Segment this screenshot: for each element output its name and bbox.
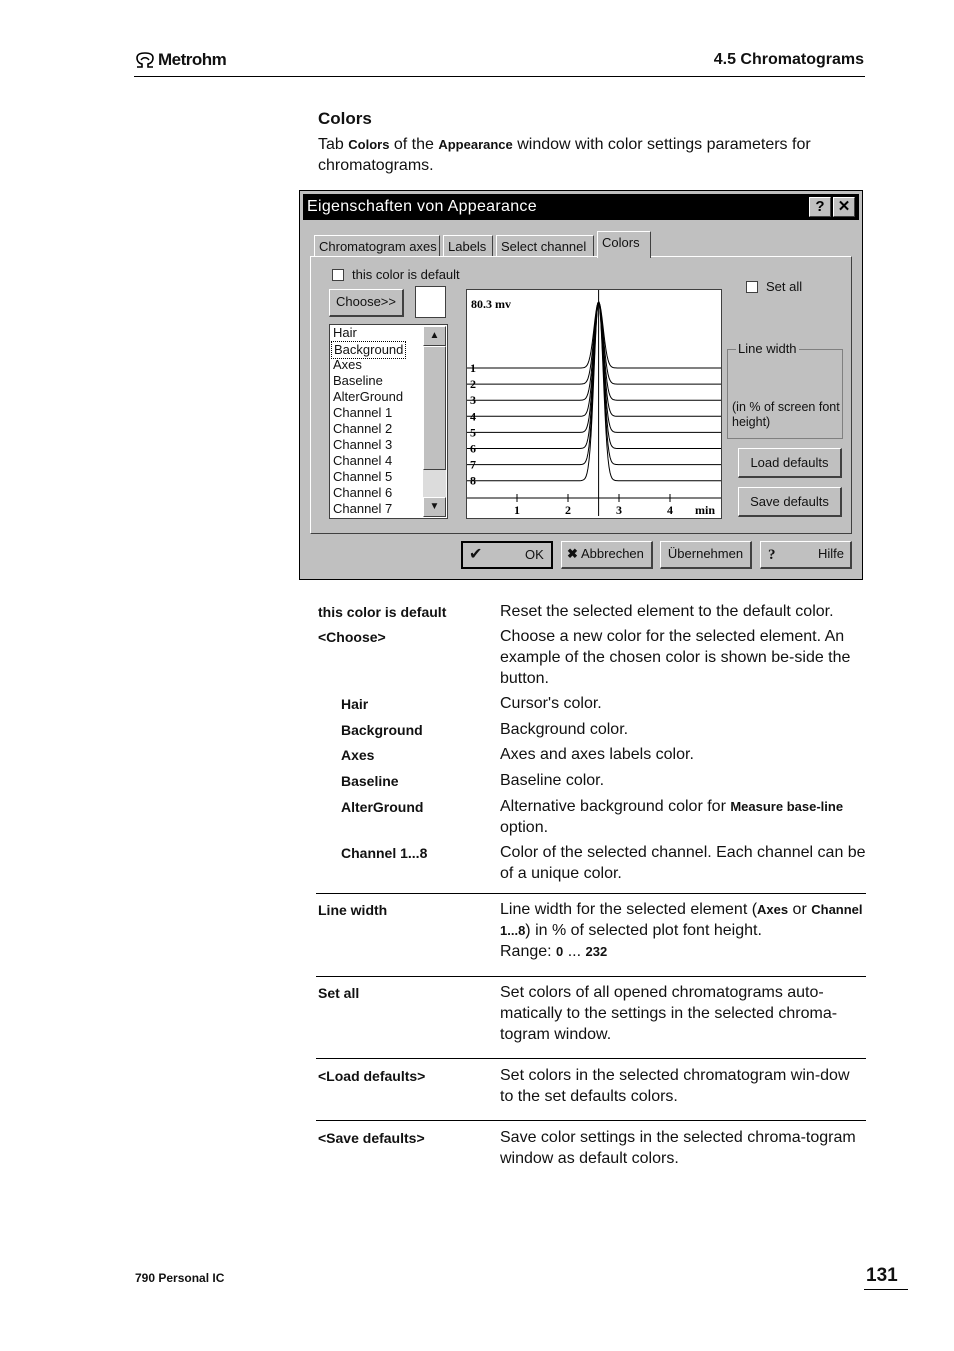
line-width-note: (in % of screen font height) [732, 400, 840, 429]
tab-chromatogram-axes[interactable]: Chromatogram axes [314, 235, 440, 257]
ok-label: OK [525, 547, 544, 562]
x-tick-label-2: 2 [565, 503, 571, 517]
list-item[interactable]: Channel 1 [333, 405, 393, 420]
section-header: 4.5 Chromatograms [713, 51, 864, 68]
help-button[interactable] [760, 541, 852, 569]
page-number-rule [864, 1289, 908, 1290]
desc-hair: Cursor's color. [500, 695, 602, 712]
help-question-icon: ? [768, 547, 776, 563]
scroll-down-icon[interactable]: ▼ [423, 497, 446, 517]
list-item-selected[interactable]: Background [331, 341, 406, 359]
desc-channel: Color of the selected channel. Each channel can be of a unique color. [500, 844, 866, 882]
term-background: Background [341, 722, 423, 738]
term-save-defaults: <Save defaults> [318, 1130, 425, 1146]
divider [316, 1120, 866, 1121]
series-label-1: 1 [470, 361, 476, 375]
desc-axes: Axes and axes labels color. [500, 746, 694, 763]
term-load-defaults: <Load defaults> [318, 1068, 426, 1084]
line-width-label: Line width [738, 341, 797, 356]
term-line-width: Line width [318, 902, 388, 918]
chart-title: 80.3 mv [471, 297, 511, 311]
list-item[interactable]: Channel 2 [333, 421, 393, 436]
desc-save-defaults: Save color settings in the selected chroma-togram window as default colors. [500, 1129, 856, 1167]
ok-button[interactable] [461, 541, 553, 569]
apply-button[interactable]: Übernehmen [660, 541, 752, 569]
term-alterground: AlterGround [341, 799, 424, 815]
series-label-5: 5 [470, 425, 476, 440]
element-listbox[interactable] [329, 324, 448, 519]
desc-alterground: Alternative background color for Measure base-line option. [500, 798, 844, 836]
term-choose: <Choose> [318, 629, 386, 645]
divider [316, 1058, 866, 1059]
divider [316, 976, 866, 977]
term-hair: Hair [341, 696, 369, 712]
omega-logo-icon [135, 52, 155, 68]
page-number: 131 [866, 1265, 898, 1286]
logo-text: Metrohm [158, 50, 227, 69]
x-tick-label-4: 4 [667, 503, 673, 517]
tab-labels[interactable]: Labels [443, 235, 493, 257]
dialog-title: Eigenschaften von Appearance [307, 198, 537, 215]
cancel-x-icon: ✖ [567, 546, 578, 561]
metrohm-logo [135, 50, 226, 70]
series-label-2: 2 [470, 377, 476, 392]
help-title-button[interactable]: ? [809, 197, 831, 217]
desc-set-all: Set colors of all opened chromatograms auto-matically to the settings in the selected chroma-togram window. [500, 984, 838, 1043]
default-color-label: this color is default [352, 267, 460, 282]
cancel-button[interactable] [561, 541, 653, 569]
choose-button[interactable]: Choose>> [329, 289, 404, 317]
checkmark-icon: ✔ [469, 546, 483, 563]
term-channel: Channel 1...8 [341, 845, 428, 861]
list-item[interactable]: Channel 4 [333, 453, 393, 468]
desc-load-defaults: Set colors in the selected chromatogram win-dow to the set defaults colors. [500, 1067, 850, 1105]
help-label: Hilfe [818, 546, 845, 561]
list-item[interactable]: Axes [333, 357, 362, 372]
x-tick-label-1: 1 [514, 503, 520, 517]
x-tick-label-3: 3 [616, 503, 622, 517]
term-set-all: Set all [318, 985, 360, 1001]
list-item[interactable]: Channel 7 [333, 501, 393, 516]
line-width-group [727, 341, 843, 439]
scroll-up-icon[interactable]: ▲ [423, 326, 446, 346]
close-icon[interactable]: ✕ [833, 197, 855, 217]
chromatogram-preview [466, 289, 722, 519]
tab-colors[interactable]: Colors [597, 231, 651, 258]
dialog-titlebar [303, 194, 859, 220]
desc-baseline: Baseline color. [500, 772, 605, 789]
product-name: 790 Personal IC [135, 1271, 225, 1285]
load-defaults-button[interactable]: Load defaults [738, 448, 842, 478]
tab-select-channel[interactable]: Select channel [496, 235, 594, 257]
scroll-thumb[interactable] [423, 346, 446, 470]
series-label-8: 8 [470, 473, 476, 488]
term-axes: Axes [341, 747, 375, 763]
default-color-checkbox[interactable] [332, 269, 344, 281]
section-title: Colors [318, 109, 372, 128]
x-axis-label: min [695, 503, 716, 517]
cancel-label: Abbrechen [581, 546, 644, 561]
chart-svg [467, 290, 721, 518]
series-label-4: 4 [470, 409, 476, 424]
header-rule [134, 76, 865, 77]
appearance-dialog [299, 190, 863, 580]
desc-background: Background color. [500, 721, 629, 738]
list-item[interactable]: Channel 6 [333, 485, 393, 500]
list-item[interactable]: Channel 3 [333, 437, 393, 452]
list-item[interactable]: Channel 5 [333, 469, 393, 484]
divider [316, 893, 866, 894]
desc-choose: Choose a new color for the selected element. An example of the chosen color is shown be-side the button. [500, 628, 851, 687]
list-scrollbar[interactable] [423, 326, 446, 517]
list-item[interactable]: Hair [333, 325, 357, 340]
term-baseline: Baseline [341, 773, 399, 789]
set-all-checkbox[interactable] [746, 281, 758, 293]
save-defaults-button[interactable]: Save defaults [738, 487, 842, 517]
list-item[interactable]: AlterGround [333, 389, 404, 404]
color-preview-swatch [415, 286, 446, 318]
intro-paragraph: Tab Colors of the Appearance window with color settings parameters for chromatograms. [318, 136, 811, 174]
series-label-6: 6 [470, 441, 476, 456]
desc-line-width: Line width for the selected element (Axes or Channel 1...8) in % of selected plot font height. Range: 0 ... 232 [500, 901, 863, 960]
series-label-3: 3 [470, 393, 476, 408]
series-label-7: 7 [470, 457, 476, 472]
desc-default: Reset the selected element to the default color. [500, 603, 834, 620]
term-default: this color is default [318, 604, 447, 620]
list-item[interactable]: Baseline [333, 373, 383, 388]
set-all-label: Set all [766, 279, 803, 294]
